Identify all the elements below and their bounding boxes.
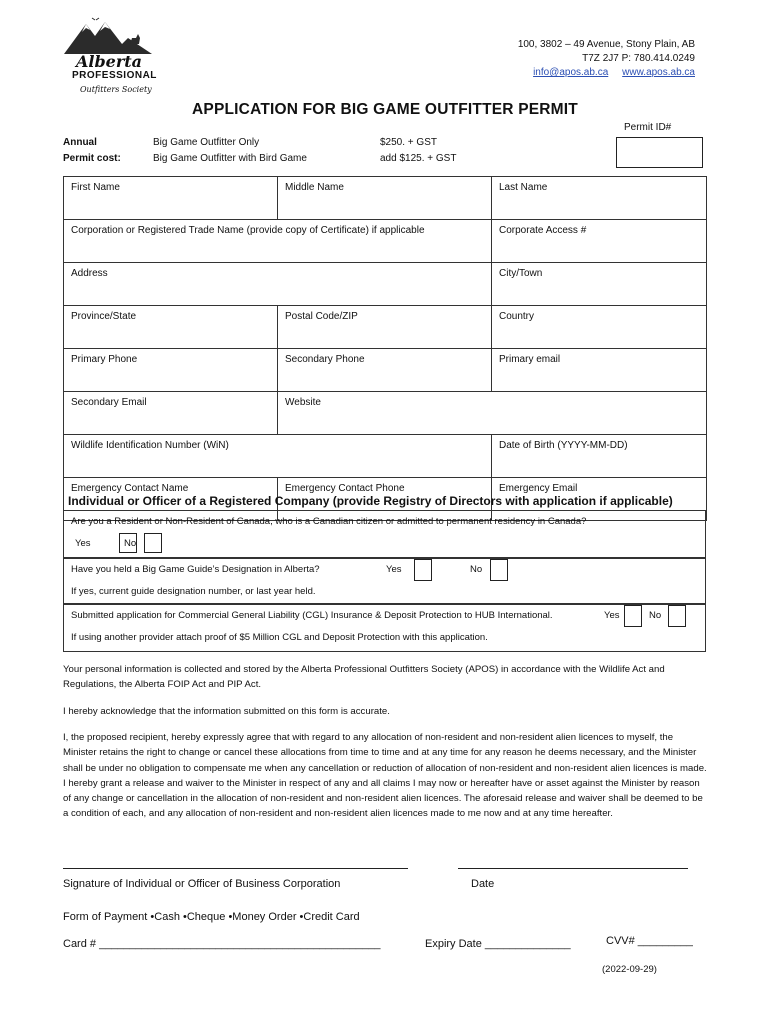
residency-no-label: No <box>124 538 137 549</box>
country-field[interactable]: Country <box>492 306 707 349</box>
residency-yes-label: Yes <box>75 538 91 549</box>
primary-phone-field[interactable]: Primary Phone <box>64 349 278 392</box>
website-field[interactable]: Website <box>278 392 707 435</box>
corporate-access-field[interactable]: Corporate Access # <box>492 220 707 263</box>
emergency-name-field[interactable]: Emergency Contact Name <box>64 478 278 521</box>
insurance-note: If using another provider attach proof of $5 Million CGL and Deposit Protection with this application. <box>71 632 488 643</box>
guide-designation-note: If yes, current guide designation number, or last year held. <box>71 586 316 597</box>
primary-email-field[interactable]: Primary email <box>492 349 707 392</box>
release-agreement: I, the proposed recipient, hereby expressly agree that with regard to any allocation of non-resident and non-resident alien licences to myself, the Minister retains the right to change or cancel these allocations from time to time and at any time for any reason he deems necessary, and the Minister shall be under no obligation to compensate me when any cancellation or reduction of allocation of non-resident and non-resident alien licences is made. I hereby grant a release and waiver to the Minister in respect of any and all claims I may now or hereafter have or asset against the Minister by reason of any change or cancellation in the allocation of non-resident and non-resident alien licences. The aforesaid release and waiver shall be deemed to be a condition of each, and any allocation of non-resident and non-resident alien licences made to me now and at any time hereafter. <box>63 732 707 820</box>
signature-label: Signature of Individual or Officer of Business Corporation <box>63 878 341 890</box>
guide-yes-label: Yes <box>386 564 402 575</box>
section-title: Individual or Officer of a Registered Company (provide Registry of Directors with application if applicable) <box>68 494 673 508</box>
province-field[interactable]: Province/State <box>64 306 278 349</box>
fees-label <box>63 135 121 167</box>
insurance-question: Submitted application for Commercial General Liability (CGL) Insurance & Deposit Protection to HUB International. <box>71 610 553 621</box>
residency-no-checkbox[interactable] <box>144 533 162 553</box>
postal-code-field[interactable]: Postal Code/ZIP <box>278 306 492 349</box>
logo-line1: Alberta <box>76 52 143 71</box>
fee-price-bird-game: add $125. + GST <box>380 153 457 164</box>
card-number-field[interactable]: Card # ______________________________________________ <box>63 938 381 950</box>
fee-item-outfitter: Big Game Outfitter Only <box>153 137 260 148</box>
form-title: APPLICATION FOR BIG GAME OUTFITTER PERMIT <box>192 101 578 118</box>
city-field[interactable]: City/Town <box>492 263 707 306</box>
first-name-field[interactable]: First Name <box>64 177 278 220</box>
permit-id-field[interactable] <box>616 137 703 168</box>
guide-designation-question: Have you held a Big Game Guide’s Designation in Alberta? <box>71 564 320 575</box>
address-field[interactable]: Address <box>64 263 492 306</box>
fees-items <box>153 135 307 167</box>
expiry-date-field[interactable]: Expiry Date ______________ <box>425 938 571 950</box>
payment-methods: Form of Payment •Cash •Cheque •Money Order •Credit Card <box>63 911 360 923</box>
date-of-birth-field[interactable]: Date of Birth (YYYY-MM-DD) <box>492 435 707 478</box>
address-line2: T7Z 2J7 P: 780.414.0249 <box>582 53 695 64</box>
insurance-no-label: No <box>649 610 662 621</box>
emergency-phone-field[interactable]: Emergency Contact Phone <box>278 478 492 521</box>
fees-prices <box>380 135 456 167</box>
secondary-phone-field[interactable]: Secondary Phone <box>278 349 492 392</box>
fees-label-annual: Annual <box>63 137 97 148</box>
privacy-statement: Your personal information is collected and stored by the Alberta Professional Outfitters Society (APOS) in accordance with the Wildlife Act and Regulations, the Alberta FOIP Act and PIP Act. <box>63 664 665 691</box>
applicant-fields-table <box>63 176 707 521</box>
signature-line[interactable] <box>63 868 408 869</box>
logo-line2: PROFESSIONAL <box>72 70 157 81</box>
residency-question: Are you a Resident or Non-Resident of Canada, who is a Canadian citizen or admitted to permanent residency in Canada? <box>71 516 587 527</box>
corporation-field[interactable]: Corporation or Registered Trade Name (provide copy of Certificate) if applicable <box>64 220 492 263</box>
insurance-box <box>63 604 706 652</box>
guide-no-label: No <box>470 564 483 575</box>
emergency-email-field[interactable]: Emergency Email <box>492 478 707 521</box>
fee-price-outfitter: $250. + GST <box>380 137 437 148</box>
permit-id-label: Permit ID# <box>624 122 672 133</box>
insurance-yes-checkbox[interactable] <box>624 605 642 627</box>
residency-question-box <box>63 510 706 558</box>
email-link[interactable]: info@apos.ab.ca <box>533 67 609 78</box>
insurance-yes-label: Yes <box>604 610 620 621</box>
date-label: Date <box>471 878 495 890</box>
guide-yes-checkbox[interactable] <box>414 559 432 581</box>
last-name-field[interactable]: Last Name <box>492 177 707 220</box>
logo-line3: Outfitters Society <box>80 85 152 94</box>
contact-address <box>518 38 695 80</box>
acknowledgement-statement: I hereby acknowledge that the information submitted on this form is accurate. <box>63 706 390 717</box>
fee-item-bird-game: Big Game Outfitter with Bird Game <box>153 153 307 164</box>
apos-logo <box>62 14 157 98</box>
win-field[interactable]: Wildlife Identification Number (WiN) <box>64 435 492 478</box>
secondary-email-field[interactable]: Secondary Email <box>64 392 278 435</box>
fees-label-cost: Permit cost: <box>63 153 121 164</box>
cvv-field[interactable]: CVV# _________ <box>606 935 693 947</box>
form-version: (2022-09-29) <box>602 964 657 975</box>
date-line[interactable] <box>458 868 688 869</box>
guide-no-checkbox[interactable] <box>490 559 508 581</box>
guide-designation-box <box>63 558 706 604</box>
address-line1: 100, 3802 – 49 Avenue, Stony Plain, AB <box>517 39 695 50</box>
middle-name-field[interactable]: Middle Name <box>278 177 492 220</box>
insurance-no-checkbox[interactable] <box>668 605 686 627</box>
website-link[interactable]: www.apos.ab.ca <box>622 67 695 78</box>
